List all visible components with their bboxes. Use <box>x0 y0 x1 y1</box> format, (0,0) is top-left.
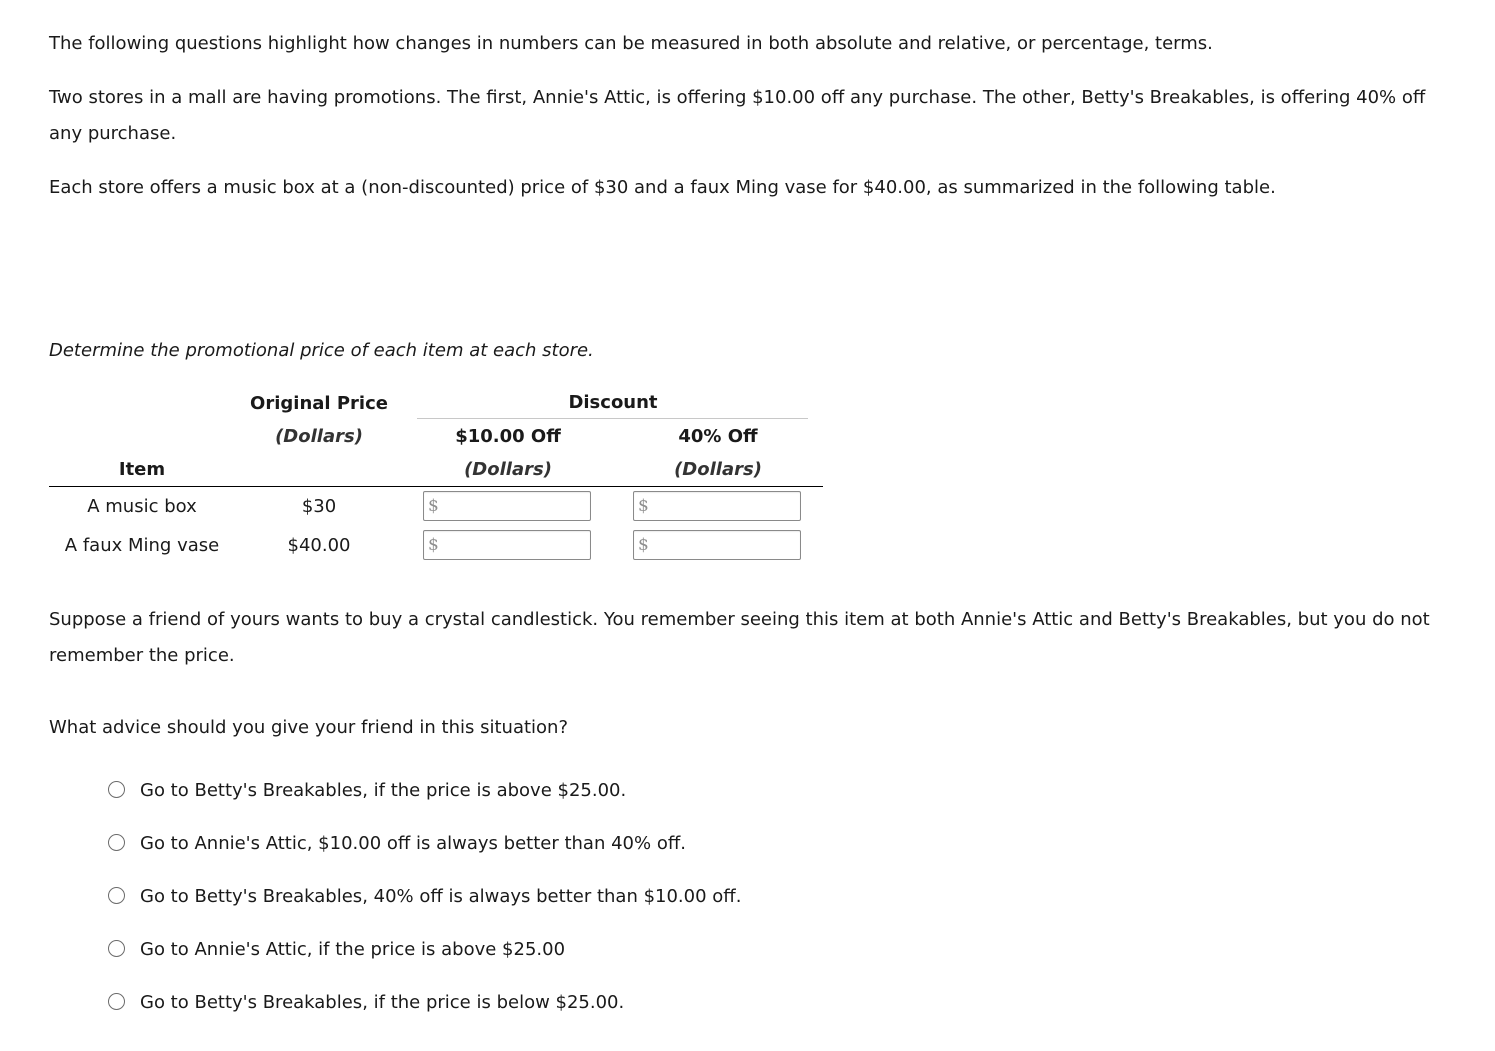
music-box-pct-off-field[interactable] <box>652 494 796 518</box>
dollar-sign: $ <box>638 535 649 555</box>
row-price-ming-vase: $40.00 <box>287 535 351 556</box>
option-label: Go to Betty's Breakables, 40% off is always better than $10.00 off. <box>140 885 742 907</box>
option-label: Go to Annie's Attic, $10.00 off is always better than 40% off. <box>140 832 686 854</box>
option-label: Go to Betty's Breakables, if the price is below $25.00. <box>140 991 625 1013</box>
option-2[interactable] <box>108 831 686 855</box>
price-paragraph: Each store offers a music box at a (non-discounted) price of $30 and a faux Ming vase for $40.00, as summarized in the following table. <box>49 177 1276 198</box>
ming-vase-flat-off-field[interactable] <box>442 533 586 557</box>
header-item: Item <box>118 459 166 480</box>
header-flat-off: $10.00 Off <box>455 426 561 447</box>
question-text: What advice should you give your friend in this situation? <box>49 717 569 738</box>
discount-divider <box>417 418 808 419</box>
radio-button[interactable] <box>108 940 125 957</box>
dollar-sign: $ <box>428 535 439 555</box>
row-item-music-box: A music box <box>87 496 197 517</box>
option-1[interactable] <box>108 778 626 802</box>
dollar-sign: $ <box>638 496 649 516</box>
radio-button[interactable] <box>108 993 125 1010</box>
header-original-price-unit: (Dollars) <box>275 426 363 447</box>
radio-button[interactable] <box>108 781 125 798</box>
radio-button[interactable] <box>108 887 125 904</box>
music-box-flat-off-field[interactable] <box>442 494 586 518</box>
option-3[interactable] <box>108 884 741 908</box>
header-original-price: Original Price <box>250 393 388 414</box>
header-pct-off-unit: (Dollars) <box>674 459 762 480</box>
promo-paragraph: Two stores in a mall are having promotions. The first, Annie's Attic, is offering $10.00 off any purchase. The other, Betty's Breakables, is offering 40% off any purchase. <box>49 87 1426 144</box>
radio-button[interactable] <box>108 834 125 851</box>
header-rule <box>49 486 823 487</box>
ming-vase-pct-off-field[interactable] <box>652 533 796 557</box>
music-box-flat-off-input[interactable] <box>423 491 591 521</box>
option-5[interactable] <box>108 990 624 1014</box>
option-4[interactable] <box>108 937 565 961</box>
ming-vase-flat-off-input[interactable] <box>423 530 591 560</box>
header-flat-off-unit: (Dollars) <box>464 459 552 480</box>
instruction-text: Determine the promotional price of each item at each store. <box>49 340 594 361</box>
dollar-sign: $ <box>428 496 439 516</box>
music-box-pct-off-input[interactable] <box>633 491 801 521</box>
intro-text: The following questions highlight how changes in numbers can be measured in both absolute and relative, or percentage, terms. <box>49 33 1213 54</box>
header-discount: Discount <box>568 392 658 413</box>
ming-vase-pct-off-input[interactable] <box>633 530 801 560</box>
header-pct-off: 40% Off <box>678 426 758 447</box>
row-item-ming-vase: A faux Ming vase <box>64 535 220 556</box>
scenario-paragraph: Suppose a friend of yours wants to buy a crystal candlestick. You remember seeing this item at both Annie's Attic and Betty's Breakables, but you do not remember the price. <box>49 609 1430 666</box>
option-label: Go to Annie's Attic, if the price is above $25.00 <box>140 938 566 960</box>
row-price-music-box: $30 <box>301 496 337 517</box>
option-label: Go to Betty's Breakables, if the price is above $25.00. <box>140 779 627 801</box>
